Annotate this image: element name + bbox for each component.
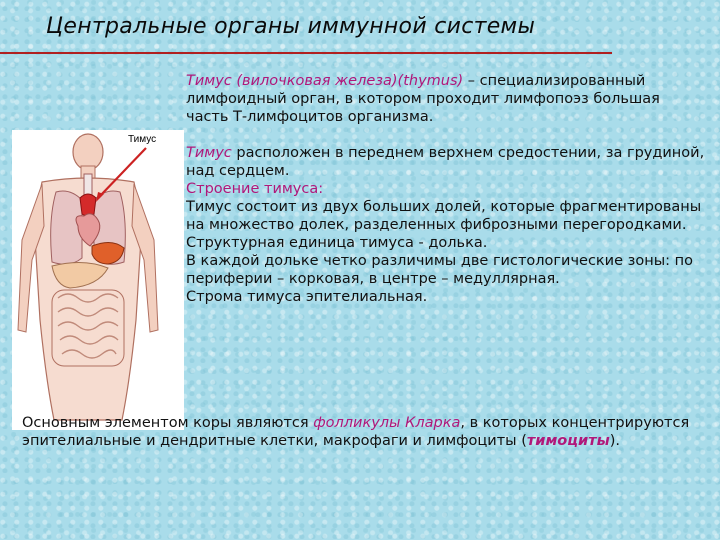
highlighted-term: Строение тимуса: bbox=[186, 181, 324, 197]
text-run: Основным элементом коры являются bbox=[22, 415, 314, 431]
anatomy-illustration bbox=[12, 130, 184, 430]
text-run: ). bbox=[609, 433, 620, 449]
highlighted-term: тимоциты bbox=[526, 433, 610, 449]
bottom-text bbox=[22, 414, 712, 450]
human-torso-figure bbox=[12, 130, 184, 430]
text-run: расположен в переднем верхнем средостении, за грудиной, над сердцем. bbox=[186, 145, 705, 179]
text-run: Тимус состоит из двух больших долей, которые фрагментированы на множество долек, разделенных фиброзными перегородками. bbox=[186, 199, 702, 233]
paragraph bbox=[186, 180, 706, 198]
text-run: Строма тимуса эпителиальная. bbox=[186, 289, 428, 305]
paragraph bbox=[186, 72, 706, 126]
paragraph-gap bbox=[186, 126, 706, 144]
highlighted-term: Тимус (вилочковая железа)(thymus) bbox=[186, 73, 464, 89]
paragraph bbox=[186, 198, 706, 234]
highlighted-term: фолликулы Кларка bbox=[313, 415, 461, 431]
text-run: – специализированный лимфоидный орган, в котором проходит лимфопоэз большая часть Т-лимфоцитов организма. bbox=[186, 73, 660, 125]
slide-title: Центральные органы иммунной системы bbox=[46, 14, 536, 39]
highlighted-term: Тимус bbox=[186, 145, 232, 161]
text-run: В каждой дольке четко различимы две гистологические зоны: по периферии – корковая, в центре – медуллярная. bbox=[186, 253, 693, 287]
text-run: Структурная единица тимуса - долька. bbox=[186, 235, 488, 251]
title-underline bbox=[0, 52, 612, 54]
paragraph bbox=[186, 144, 706, 180]
main-text bbox=[186, 72, 706, 306]
figure-label-thymus: Тимус bbox=[128, 134, 157, 145]
paragraph bbox=[22, 414, 712, 450]
paragraph bbox=[186, 252, 706, 288]
text-run: , в которых концентрируются эпителиальные и дендритные клетки, макрофаги и лимфоциты ( bbox=[22, 415, 690, 449]
paragraph bbox=[186, 234, 706, 252]
paragraph bbox=[186, 288, 706, 306]
